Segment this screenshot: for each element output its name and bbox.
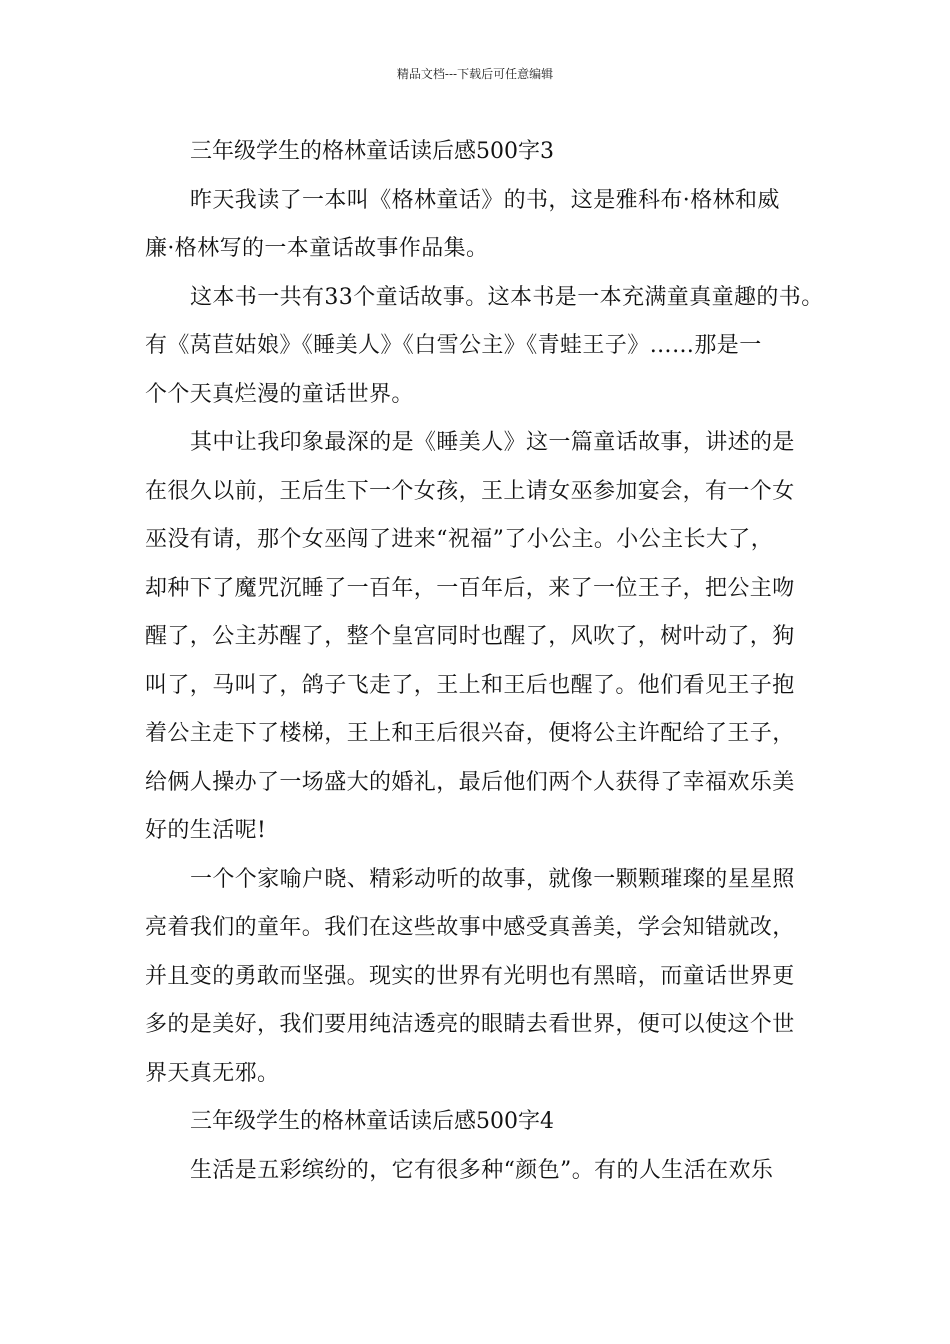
- paragraph-line: 着公主走下了楼梯，王上和王后很兴奋，便将公主许配给了王子，: [145, 721, 795, 746]
- page-header: 精品文档---下载后可任意编辑: [396, 67, 554, 81]
- section-heading-4: 三年级学生的格林童话读后感500字4: [190, 1109, 554, 1134]
- paragraph-line: 界天真无邪。: [145, 1060, 280, 1086]
- paragraph-line: 给俩人操办了一场盛大的婚礼，最后他们两个人获得了幸福欢乐美: [145, 769, 795, 795]
- paragraph-line: 多的是美好，我们要用纯洁透亮的眼睛去看世界，便可以使这个世: [145, 1012, 795, 1037]
- paragraph-line: 生活是五彩缤纷的，它有很多种“颜色”。有的人生活在欢乐: [190, 1157, 774, 1183]
- paragraph-line: 有《莴苣姑娘》《睡美人》《白雪公主》《青蛙王子》……那是一: [145, 333, 762, 358]
- paragraph-line: 叫了，马叫了，鸽子飞走了，王上和王后也醒了。他们看见王子抱: [145, 672, 795, 698]
- paragraph-line: 这本书一共有33个童话故事。这本书是一本充满童真童趣的书。: [190, 284, 824, 310]
- paragraph-line: 昨天我读了一本叫《格林童话》的书，这是雅科布·格林和威: [190, 187, 780, 213]
- paragraph-line: 好的生活呢!: [145, 818, 267, 843]
- paragraph-line: 亮着我们的童年。我们在这些故事中感受真善美，学会知错就改，: [145, 915, 795, 940]
- paragraph-line: 却种下了魔咒沉睡了一百年，一百年后，来了一位王子，把公主吻: [145, 575, 795, 601]
- paragraph-line: 醒了，公主苏醒了，整个皇宫同时也醒了，风吹了，树叶动了，狗: [145, 624, 795, 649]
- document-body: [145, 128, 825, 1195]
- paragraph-line: 巫没有请，那个女巫闯了进来“祝福”了小公主。小公主长大了，: [145, 527, 774, 552]
- paragraph-line: 在很久以前，王后生下一个女孩，王上请女巫参加宴会，有一个女: [145, 478, 795, 504]
- paragraph-line: 个个天真烂漫的童话世界。: [145, 381, 414, 407]
- paragraph-line: 廉·格林写的一本童话故事作品集。: [145, 236, 489, 261]
- section-heading-3: 三年级学生的格林童话读后感500字3: [190, 139, 554, 164]
- paragraph-line: 并且变的勇敢而坚强。现实的世界有光明也有黑暗，而童话世界更: [145, 963, 795, 989]
- paragraph-line: 其中让我印象最深的是《睡美人》这一篇童话故事，讲述的是: [190, 430, 795, 455]
- paragraph-line: 一个个家喻户晓、精彩动听的故事，就像一颗颗璀璨的星星照: [190, 866, 795, 892]
